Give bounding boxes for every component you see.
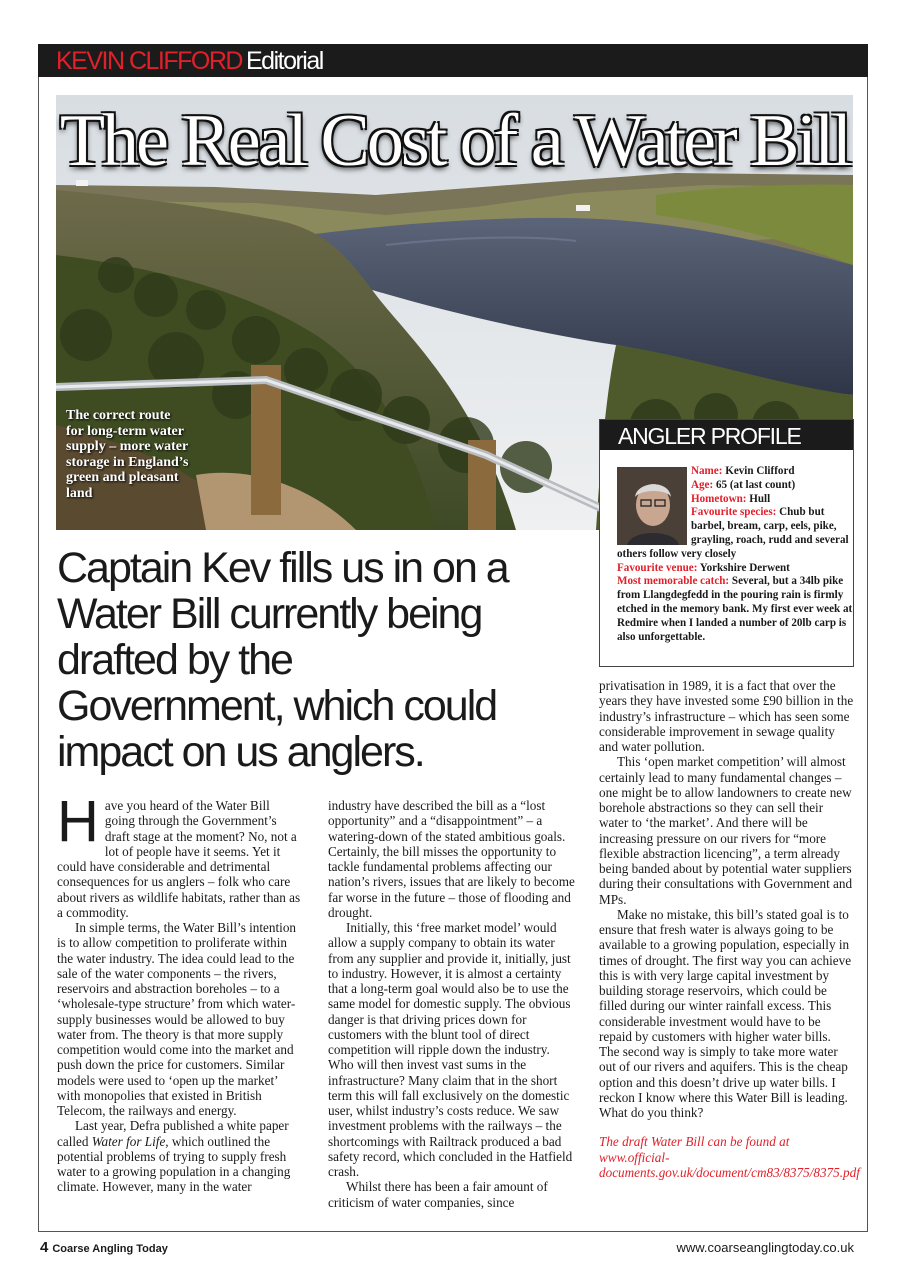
footnote-link[interactable]: The draft Water Bill can be found at www.official-documents.gov.uk/document/cm83/8375/8375.pdf — [599, 1134, 860, 1180]
photo-caption: The correct route for long-term water supply – more water storage in England’s green and pleasant land — [66, 408, 189, 501]
age-label: Age: — [691, 478, 714, 491]
paragraph: Initially, this ‘free market model’ would allow a supply company to obtain its water from any supplier and provide it, initially, just to industry. However, it is almost a certainty that a long-term goal would also be to use the same model for domestic supply. The obvious danger is that driving prices down for customers with the blunt tool of direct competition will ripple down the industry. Who will then invest vast sums in the infrastructure? Many claim that in the short term this will fall exclusively on the domestic user, whilst industry’s costs reduce. We saw investment problems with the railways – the shortcomings with Railtrack produced a bad safety record, which concluded in the Hatfield crash. — [328, 920, 573, 1179]
paragraph: Last year, Defra published a white paper called Water for Life, which outlined the potential problems of trying to supply fresh water to a growing population in a changing climate. However, many in the water — [57, 1118, 291, 1195]
paragraph: industry have described the bill as a “lost opportunity” and a “disappointment” – a watering-down of the stated ambitious goals. Certainly, the bill misses the opportunity to tackle fundamental problems affecting our nation’s rivers, issues that are likely to become far worse in the future – those of flooding and drought. — [328, 798, 575, 920]
headline: The Real Cost of a Water Bill — [59, 100, 850, 182]
section-header — [38, 44, 868, 77]
drop-cap: H — [57, 789, 99, 854]
paragraph: Whilst there has been a fair amount of criticism of water companies, since — [328, 1179, 548, 1210]
section-name: Editorial — [245, 47, 323, 75]
hometown-label: Hometown: — [691, 492, 747, 505]
author-label — [56, 47, 323, 76]
footer-publication — [40, 1239, 168, 1256]
species-label: Favourite species: — [691, 506, 777, 519]
paragraph — [57, 789, 303, 920]
profile-title: ANGLER PROFILE — [600, 420, 853, 450]
venue-value: Yorkshire Derwent — [699, 561, 790, 574]
hometown-value: Hull — [749, 492, 771, 505]
standfirst: Captain Kev fills us in on a Water Bill currently being drafted by the Government, which could impact on us anglers. — [57, 544, 508, 776]
body-column-1 — [57, 789, 303, 1195]
profile-portrait — [617, 467, 687, 545]
paragraph: Make no mistake, this bill’s stated goal is to ensure that fresh water is always going to be available to a growing population, especially in times of drought. The first way you can achieve this is with very large capital investment by building storage reservoirs, which could be filled during our winter rainfall excess. This considerable investment would have to be repaid by customers with higher water bills. The second way is simply to take more water out of our rivers and aquifers. This is the cheap option and this doesn’t drive up water bills. I reckon I know where this Water Bill is leading. What do you think? — [599, 906, 852, 1120]
paragraph: privatisation in 1989, it is a fact that over the years they have invested some £90 billion in the industry’s infrastructure – which has seen some considerable improvement in sewage quality and water pollution. — [599, 678, 854, 754]
paragraph: This ‘open market competition’ will almost certainly lead to many fundamental changes – one might be to allow landowners to create new borehole abstractions so they can sell their water to ‘the market’. And there will be increasing pressure on our rivers for “more flexible abstraction licencing”, a term already being banded about by potential water suppliers during their consultations with Government and MPs. — [599, 754, 853, 907]
name-value: Kevin Clifford — [725, 465, 795, 477]
page-number: 4 — [40, 1239, 49, 1256]
catch-value: Several, but a 34lb pike from Llangdegfedd in the pouring rain is firmly etched in the memory bank. My first ever week at Redmire when I landed a number of 20lb carp is also unforgettable. — [617, 575, 853, 643]
paragraph: In simple terms, the Water Bill’s intention is to allow competition to proliferate within the water industry. The idea could lead to the sale of the water components – the rivers, reservoirs and abstraction boreholes – to a ‘wholesale-type structure’ from which water-supply businesses would be allowed to buy water from. The theory is that more supply competition would come into the market and push down the price for customers. Similar models were used to ‘open up the market’ with monopolies that existed in British Telecom, the railways and energy. — [57, 920, 297, 1118]
catch-label: Most memorable catch: — [617, 575, 730, 588]
body-column-2 — [328, 798, 576, 1210]
footer-website-link[interactable]: www.coarseanglingtoday.co.uk — [676, 1240, 854, 1255]
venue-label: Favourite venue: — [617, 561, 698, 574]
species-value: Chub but barbel, bream, carp, eels, pike, grayling, roach, rudd and several others follow very closely — [617, 506, 849, 560]
body-column-3 — [599, 678, 860, 1180]
author-name: KEVIN CLIFFORD — [56, 47, 242, 75]
paragraph-text: ave you heard of the Water Bill going through the Government’s draft stage at the moment? No, not a lot of people have it seems. Yet it could have considerable and detrimental consequences for us anglers – folk who care about rivers as wildlife habitats, rather than as a commodity. — [57, 798, 301, 920]
angler-profile-box — [599, 419, 854, 667]
publication-name: Coarse Angling Today — [52, 1243, 168, 1255]
profile-details — [617, 465, 853, 644]
age-value: 65 (at last count) — [715, 478, 796, 491]
publication-title: Water for Life — [91, 1133, 166, 1149]
name-label: Name: — [691, 465, 723, 477]
